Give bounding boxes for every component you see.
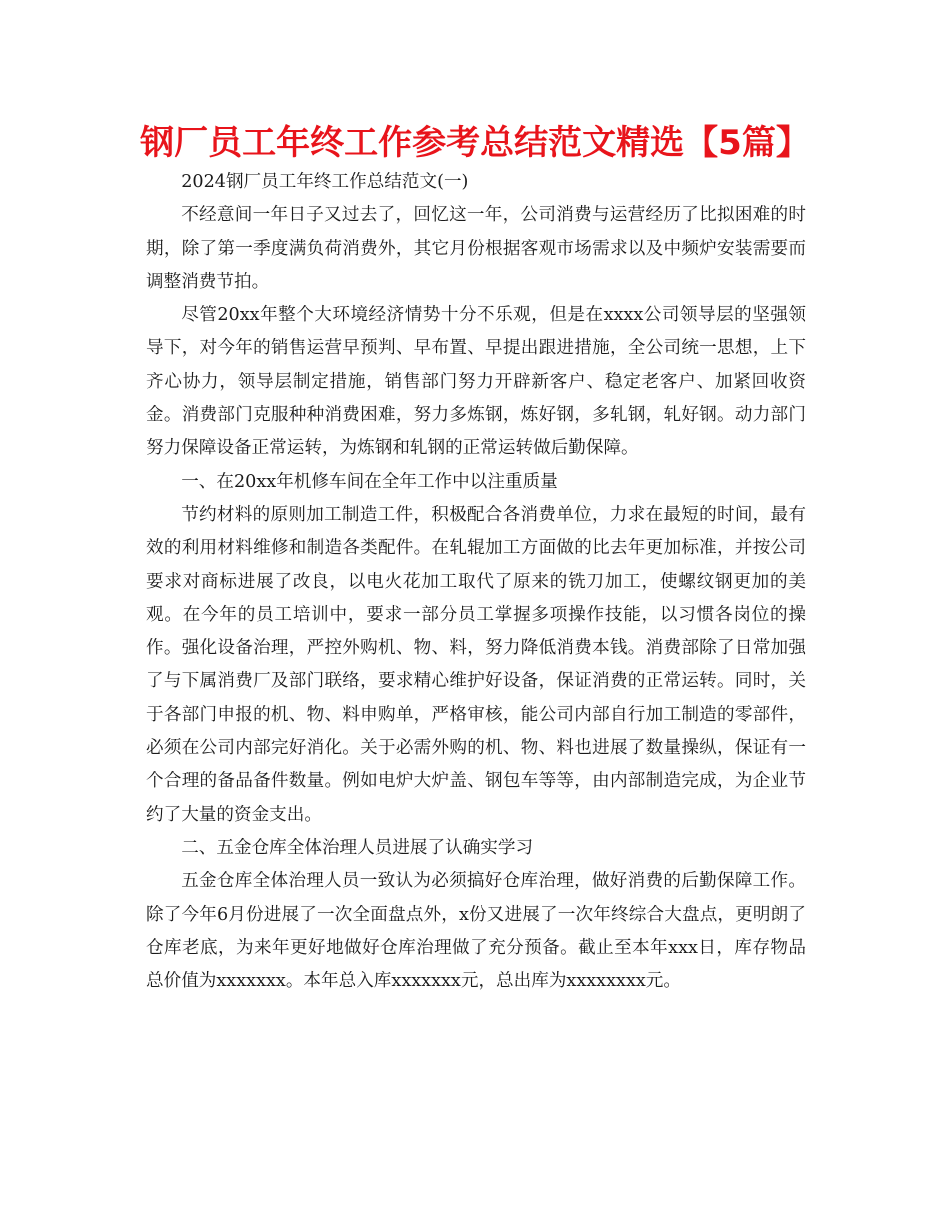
paragraph: 尽管20xx年整个大环境经济情势十分不乐观，但是在xxxx公司领导层的坚强领导下，对今年的销售运营早预判、早布置、早提出跟进措施，全公司统一思想，上下齐心协力，领导层制定措施，销售部门努力开辟新客户、稳定老客户、加紧回收资金。消费部门克服种种消费困难，努力多炼钢，炼好钢，多轧钢，轧好钢。动力部门努力保障设备正常运转，为炼钢和轧钢的正常运转做后勤保障。 (146, 305, 806, 459)
section-heading: 2024钢厂员工年终工作总结范文(一) (181, 172, 469, 192)
section-heading: 一、在20xx年机修车间在全年工作中以注重质量 (181, 471, 558, 492)
paragraph: 五金仓库全体治理人员一致认为必须搞好仓库治理，做好消费的后勤保障工作。除了今年6月份进展了一次全面盘点外，x份又进展了一次年终综合大盘点，更明朗了仓库老底，为来年更好地做好仓库治理做了充分预备。截止至本年xxx日，库存物品总价值为xxxxxxx。本年总入库xxxxxxx元，总出库为xxxxxxxx元。 (146, 871, 806, 992)
section-heading: 二、五金仓库全体治理人员进展了认确实学习 (181, 837, 534, 858)
paragraph: 不经意间一年日子又过去了，回忆这一年，公司消费与运营经历了比拟困难的时期，除了第一季度满负荷消费外，其它月份根据客观市场需求以及中频炉安装需要而调整消费节拍。 (146, 205, 806, 292)
paragraph: 节约材料的原则加工制造工件，积极配合各消费单位，力求在最短的时间，最有效的利用材料维修和制造各类配件。在轧辊加工方面做的比去年更加标准，并按公司要求对商标进展了改良，以电火花加工取代了原来的铣刀加工，使螺纹钢更加的美观。在今年的员工培训中，要求一部分员工掌握多项操作技能，以习惯各岗位的操作。强化设备治理，严控外购机、物、料，努力降低消费本钱。消费部除了日常加强了与下属消费厂及部门联络，要求精心维护好设备，保证消费的正常运转。同时，关于各部门申报的机、物、料申购单，严格审核，能公司内部自行加工制造的零部件，必须在公司内部完好消化。关于必需外购的机、物、料也进展了数量操纵，保证有一个合理的备品备件数量。例如电炉大炉盖、钢包车等等，由内部制造完成，为企业节约了大量的资金支出。 (146, 504, 806, 825)
document-body (146, 166, 806, 998)
document-title: 钢厂员工年终工作参考总结范文精选【5篇】 (140, 123, 810, 163)
